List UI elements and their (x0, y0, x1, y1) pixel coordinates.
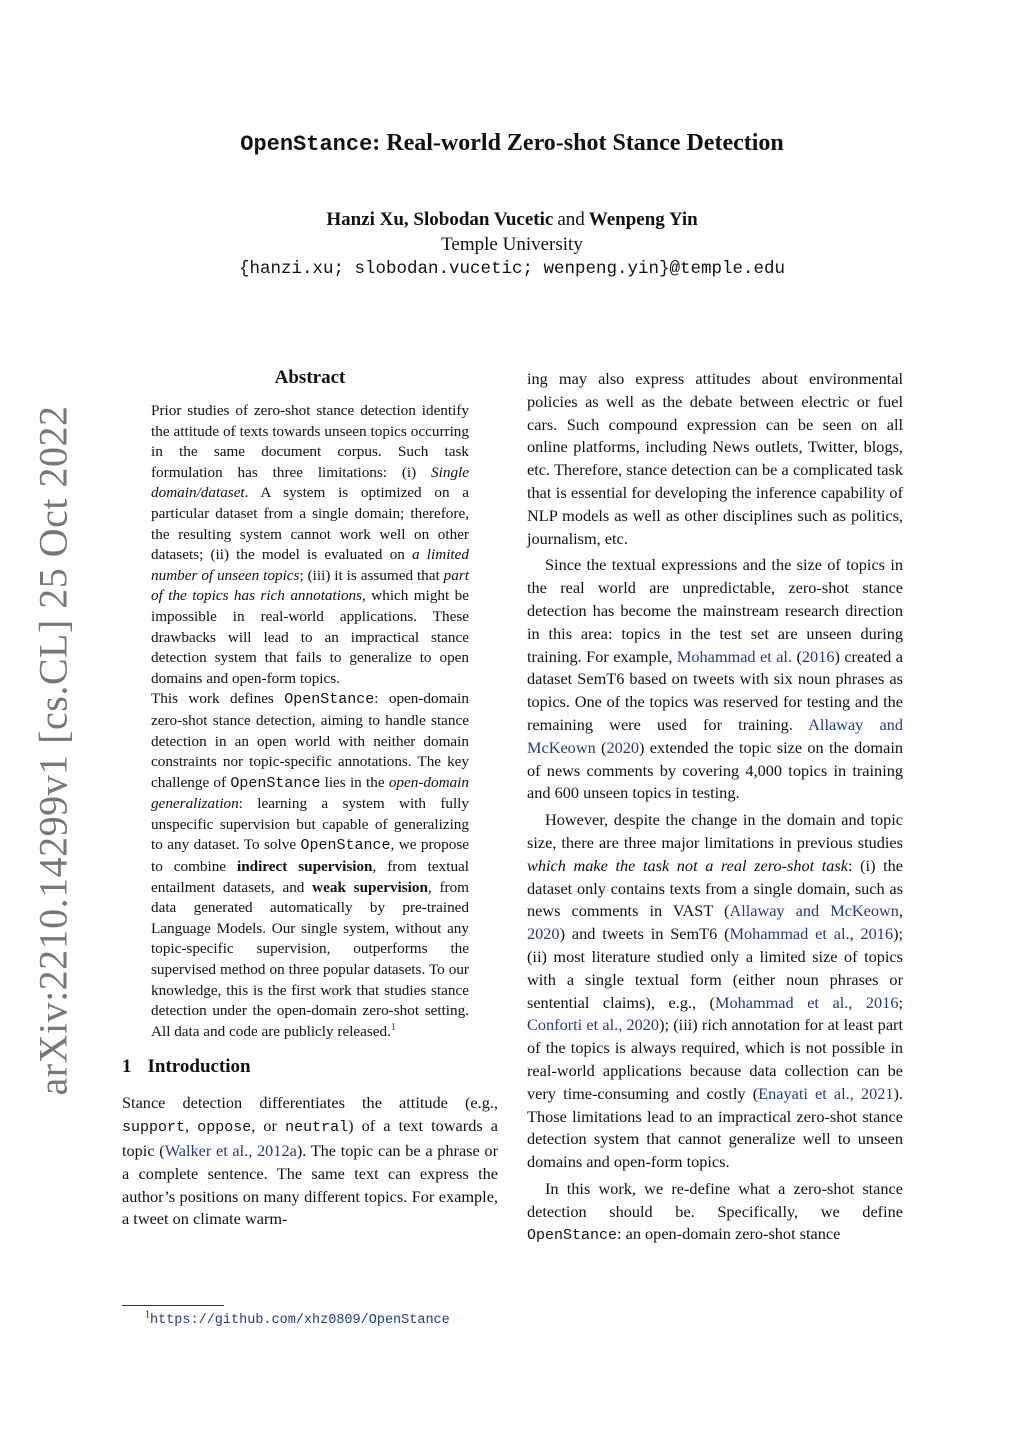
text-run: , we propose to combine (151, 836, 469, 876)
text-run: ); (ii) most literature studied only a limited size of topics with a single textual form (either noun phrases or sentential claims), e.g., ( (527, 924, 904, 1012)
affiliation: Temple University (441, 234, 583, 255)
citation-link[interactable]: Mohammad et al. (676, 646, 793, 666)
bold-run: weak supervision (312, 878, 428, 896)
section-title: Introduction (147, 1056, 251, 1078)
text-run: : learning a system with fully unspecific supervision but capable of generalizing to any dataset. To solve (151, 795, 469, 854)
text-run: ) extended the topic size on the domain of news comments by covering 4,000 topics in training and 600 unseen topics in testing. (527, 737, 903, 803)
footnote (145, 1311, 450, 1328)
text-run: . A system is optimized on a particular dataset from a single domain; therefore, the resulting system cannot work well on other datasets; (ii) the model is evaluated on (151, 484, 469, 564)
text-run: Stance detection differentiates the attitude (e.g., (122, 1093, 498, 1113)
text-run: ) and tweets in SemT6 ( (559, 924, 730, 944)
text-run: ( (792, 646, 802, 666)
abstract-paragraph-2 (151, 689, 469, 1042)
text-run: , or (251, 1116, 286, 1136)
mono-run: OpenStance (527, 1227, 618, 1245)
footnote-url-link[interactable]: https://github.com/xhz0809/OpenStance (150, 1313, 450, 1328)
text-run: ). The topic can be a phrase or a complete sentence. The same text can express the author’s positions on many different topics. For example, a tweet on climate warm- (122, 1141, 498, 1229)
footnote-ref-link[interactable]: 1 (390, 1021, 396, 1033)
author-names-2: Wenpeng Yin (588, 209, 698, 230)
right-column (527, 368, 903, 1248)
section-number: 1 (122, 1056, 132, 1078)
text-run: , (849, 924, 861, 944)
citation-link[interactable]: Walker et al., 2012a (164, 1141, 297, 1160)
text-run: ) of a text towards a topic ( (122, 1116, 499, 1160)
author-names (0, 207, 1024, 232)
citation-link[interactable]: Conforti et al., 2020 (527, 1015, 660, 1035)
citation-link[interactable]: Enayati et al., 2021 (758, 1083, 894, 1103)
abstract-paragraph-1 (151, 401, 469, 689)
author-emails: {hanzi.xu; slobodan.vucetic; wenpeng.yin}@temple.edu (238, 259, 786, 279)
mono-run: OpenStance (300, 837, 391, 855)
mono-run: oppose (197, 1119, 252, 1137)
mono-run: neutral (285, 1119, 349, 1137)
text-run: , which might be impossible in real-world applications. These drawbacks will lead to an impractical stance detection system that fails to generalize to open domains and open-form topics. (151, 587, 469, 687)
italic-run: which make the task not a real zero-shot task (527, 855, 848, 875)
citation-link[interactable]: 2020 (527, 924, 560, 944)
citation-link[interactable]: 2016 (801, 646, 835, 666)
right-paragraph-4 (527, 1178, 903, 1248)
right-paragraph-3 (527, 809, 903, 1174)
text-run: , (185, 1116, 198, 1136)
mono-run: OpenStance (230, 774, 321, 792)
mono-run: OpenStance (284, 691, 375, 709)
text-run: Prior studies of zero-shot stance detection identify the attitude of texts towards unseen topics occurring in the same document corpus. Such task formulation has three limitations: (i) (151, 402, 469, 481)
citation-link[interactable]: Mohammad et al. (729, 924, 850, 944)
text-run: ). Those limitations lead to an impractical zero-shot stance detection system that cannot generalize well to unseen domains and open-form topics. (527, 1083, 904, 1172)
italic-run: Single domain/dataset (151, 463, 469, 502)
title-system-name: OpenStance (240, 132, 373, 157)
footnote-rule (122, 1305, 224, 1306)
italic-run: part of the topics has rich annotations (151, 566, 469, 605)
section-heading-introduction (122, 1054, 498, 1080)
citation-link[interactable]: 2016 (860, 924, 894, 944)
italic-run: open-domain generalization (151, 773, 469, 813)
text-run: , from textual entailment datasets, and (151, 858, 470, 896)
text-run: Since the textual expressions and the size of topics in the real world are unpredictable, zero-shot stance detection has become the mainstream research direction in this area: topics in the test set are unseen during training. For example, (527, 555, 903, 666)
text-run: : (i) the dataset only contains texts from a single domain, such as news comments in VAST ( (527, 855, 903, 921)
citation-link[interactable]: Allaway and McKeown (527, 714, 903, 757)
arxiv-stamp (18, 404, 88, 1096)
text-run: However, despite the change in the domain and topic size, there are three major limitations in previous studies (527, 810, 903, 852)
left-column (122, 365, 498, 1231)
right-paragraph-2 (527, 554, 903, 805)
arxiv-stamp-text: arXiv:2210.14299v1 [cs.CL] 25 Oct 2022 (30, 404, 76, 1096)
citation-link[interactable]: 2020 (606, 737, 640, 757)
text-run: ) created a dataset SemT6 based on tweets with six noun phrases as topics. One of the topics was reserved for testing and the remaining were used for training. (527, 646, 903, 734)
text-run: This work defines (151, 690, 285, 708)
author-and: and (557, 209, 585, 230)
text-run: In this work, we re-define what a zero-shot stance detection should be. Specifically, we define (527, 1178, 903, 1221)
text-run: : open-domain zero-shot stance detection, aiming to handle stance detection in an open world with neither domain constraints nor topic-specific annotations. The key challenge of (151, 690, 469, 791)
text-run: , from data generated automatically by pre-trained Language Models. Our single system, without any topic-specific supervision, outperforms the supervised method on three popular datasets. To our knowledge, this is the first work that studies stance detection under the open-domain zero-shot setting. All data and code are publicly released. (151, 878, 469, 1040)
text-run: ); (iii) rich annotation for at least part of the topics is always required, which is not possible in real-world applications because data collection can be very time-consuming and costly ( (527, 1015, 903, 1103)
mono-run: support (122, 1119, 186, 1137)
text-run: ; (898, 992, 903, 1012)
text-run: ; (iii) it is assumed that (299, 566, 444, 584)
intro-paragraph-1 (122, 1092, 498, 1231)
abstract-heading: Abstract (274, 367, 346, 388)
bold-run: indirect supervision (236, 858, 373, 876)
text-run: ( (595, 737, 607, 757)
abstract-body (151, 401, 469, 1042)
title-rest: : Real-world Zero-shot Stance Detection (372, 130, 784, 156)
author-block (0, 207, 1024, 282)
citation-link[interactable]: Allaway and McKeown (729, 901, 899, 921)
text-run: : an open-domain zero-shot stance (617, 1224, 841, 1244)
italic-run: a limited number of unseen topics (151, 546, 469, 584)
right-paragraph-1: ing may also express attitudes about environmental policies as well as the debate between electric or fuel cars. Such compound expression can be seen on all online platforms, including News outlets, Twitter, blogs, etc. Therefore, stance detection can be a complicated task that is essential for developing the inference capability of NLP models as well as other disciplines such as politics, journalism, etc. (527, 369, 903, 548)
text-run: , (898, 901, 903, 921)
citation-link[interactable]: Mohammad et al., 2016 (714, 992, 899, 1012)
author-names-1: Hanzi Xu, Slobodan Vucetic (326, 209, 554, 230)
footnote-mark: 1 (145, 1309, 150, 1321)
paper-title (0, 130, 1024, 157)
text-run: lies in the (320, 773, 389, 791)
